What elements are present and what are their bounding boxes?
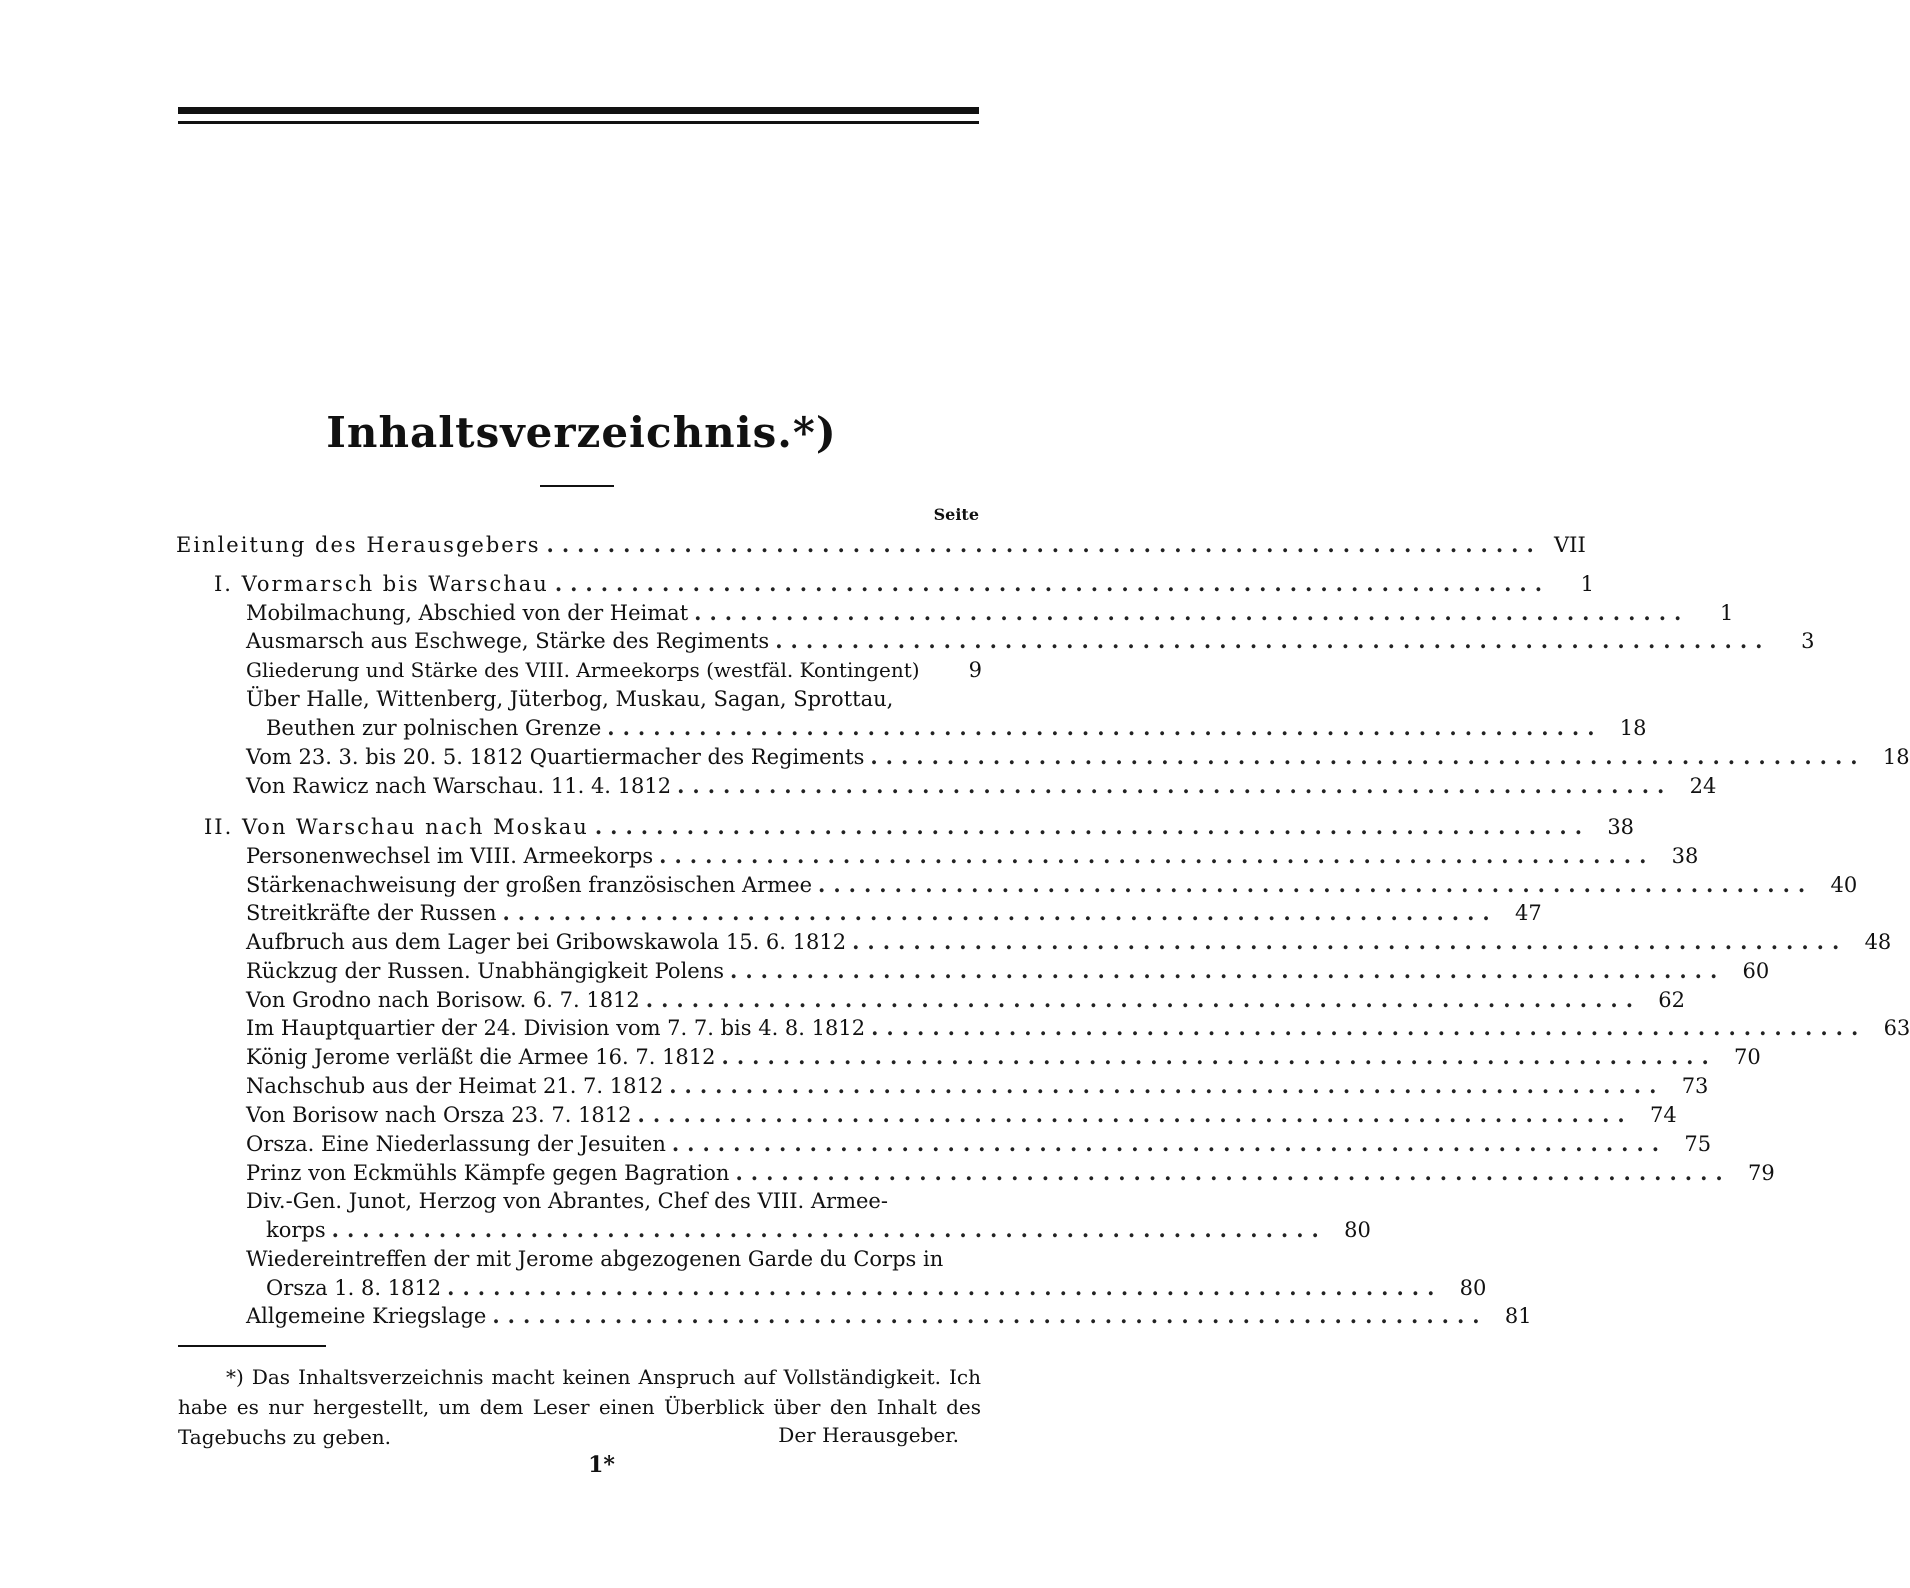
toc-leader: ................................................................. — [637, 1102, 1633, 1127]
toc-entry — [246, 599, 1734, 627]
toc-entry-page: 1 — [1580, 572, 1595, 596]
toc-leader: ................................................................. — [594, 814, 1591, 839]
toc-entry-text: Personenwechsel im VIII. Armeekorps — [246, 844, 654, 868]
toc-entry-text: Orsza. Eine Niederlassung der Jesuiten — [246, 1132, 666, 1156]
toc-leader: ................................................................. — [645, 987, 1641, 1012]
toc-leader: ................................................................. — [492, 1303, 1488, 1328]
toc-entry — [266, 1274, 1487, 1302]
footnote-text: *) Das Inhaltsverzeichnis macht keinen Anspruch auf Vollständigkeit. Ich habe es nur hergestellt, um dem Leser einen Überblick über den Inhalt des Tagebuchs zu geben. — [178, 1365, 981, 1449]
toc-entry-page: 75 — [1684, 1132, 1712, 1156]
signature-mark: 1* — [588, 1452, 615, 1478]
toc-entry-text: Vom 23. 3. bis 20. 5. 1812 Quartiermacher des Regiments — [246, 745, 865, 769]
toc-leader: ................................................................. — [721, 1044, 1717, 1069]
toc-entry — [246, 986, 1685, 1014]
toc-entry-text: Gliederung und Stärke des VIII. Armeekorps (westfäl. Kontingent) — [246, 658, 920, 682]
toc-leader: ................................................................. — [677, 773, 1673, 798]
toc-entry-text: Von Grodno nach Borisow. 6. 7. 1812 — [246, 988, 640, 1012]
toc-entry-page: 24 — [1689, 774, 1717, 798]
toc-part-heading — [214, 570, 1595, 598]
toc-entry-line — [246, 1187, 982, 1215]
toc-entry — [246, 1302, 1532, 1330]
toc-entry-page: 18 — [1882, 745, 1910, 769]
toc-entry-page: 80 — [1459, 1276, 1487, 1300]
toc-entry — [246, 1043, 1761, 1071]
toc-entry-page: 40 — [1830, 873, 1858, 897]
footnote-signature: Der Herausgeber. — [778, 1423, 959, 1447]
page-title: Inhaltsverzeichnis.*) — [326, 408, 837, 457]
toc-leader: ................................................................. — [659, 843, 1655, 868]
toc-leader: ................................................................. — [735, 1160, 1731, 1185]
toc-entry-page: 48 — [1864, 930, 1892, 954]
toc-entry — [246, 899, 1542, 927]
toc-entry-text: Einleitung des Herausgebers — [176, 533, 541, 557]
toc-entry-page: 1 — [1719, 601, 1734, 625]
toc-entry-text: Nachschub aus der Heimat 21. 7. 1812 — [246, 1074, 664, 1098]
toc-entry — [246, 1072, 1709, 1100]
toc-leader: ................................................................. — [775, 628, 1771, 653]
toc-leader: ................................................................. — [870, 744, 1866, 769]
toc-entry — [266, 1216, 1371, 1244]
toc-entry-line — [246, 685, 982, 713]
toc-entry-text: Von Borisow nach Orsza 23. 7. 1812 — [246, 1103, 632, 1127]
toc-entry-text: König Jerome verläßt die Armee 16. 7. 1812 — [246, 1045, 716, 1069]
toc-entry-page: 3 — [1801, 629, 1815, 653]
toc-entry-page: 74 — [1650, 1103, 1677, 1127]
top-rule-thick — [178, 107, 979, 114]
toc-leader: ................................................................. — [607, 715, 1603, 740]
title-divider — [540, 485, 614, 487]
toc-entry — [246, 871, 1858, 899]
toc-leader: ................................................................. — [871, 1015, 1867, 1040]
toc-entry-page: 80 — [1344, 1218, 1371, 1242]
toc-entry-text: Aufbruch aus dem Lager bei Gribowskawola 15. 6. 1812 — [246, 930, 847, 954]
toc-entry-text: Wiedereintreffen der mit Jerome abgezogenen Garde du Corps in — [246, 1247, 944, 1271]
toc-entry — [246, 772, 1717, 800]
toc-entry-page: 73 — [1681, 1074, 1709, 1098]
toc-leader: ................................................................. — [502, 900, 1498, 925]
toc-leader: ................................................................. — [694, 600, 1690, 625]
toc-entry — [266, 714, 1647, 742]
toc-entry-text: Im Hauptquartier der 24. Division vom 7. 7. bis 4. 8. 1812 — [246, 1016, 866, 1040]
toc-entry-page: 62 — [1658, 988, 1685, 1012]
toc-entry-text: Rückzug der Russen. Unabhängigkeit Polens — [246, 959, 725, 983]
toc-entry — [246, 928, 1892, 956]
toc-entry — [176, 531, 1586, 559]
toc-entry-text: Ausmarsch aus Eschwege, Stärke des Regiments — [246, 629, 770, 653]
footnote-divider — [178, 1345, 326, 1347]
toc-entry — [246, 1130, 1712, 1158]
toc-entry-page: 47 — [1514, 901, 1542, 925]
toc-entry-page: 79 — [1747, 1161, 1775, 1185]
toc-entry-page: 60 — [1742, 959, 1770, 983]
toc-entry-text: Allgemeine Kriegslage — [246, 1304, 487, 1328]
toc-leader: ................................................................. — [818, 872, 1814, 897]
toc-entry-page: 70 — [1734, 1045, 1761, 1069]
toc-entry — [246, 743, 1910, 771]
toc-entry-text: Orsza 1. 8. 1812 — [266, 1276, 442, 1300]
toc-entry-text: I. Vormarsch bis Warschau — [214, 572, 549, 596]
toc-entry-page: 38 — [1671, 844, 1699, 868]
toc-entry — [246, 957, 1770, 985]
toc-entry-page: 9 — [968, 658, 982, 682]
top-double-rule — [178, 107, 979, 129]
toc-entry-text: Streitkräfte der Russen — [246, 901, 497, 925]
toc-entry-page: 38 — [1607, 815, 1635, 839]
toc-leader: ................................................................. — [852, 929, 1848, 954]
toc-entry — [246, 1101, 1677, 1129]
toc-part-heading — [204, 813, 1635, 841]
toc-entry-page: 18 — [1619, 716, 1647, 740]
toc-leader: ................................................................. — [331, 1217, 1327, 1242]
toc-entry — [246, 842, 1699, 870]
toc-leader: ................................................................. — [669, 1073, 1665, 1098]
toc-leader: ................................................................. — [671, 1131, 1668, 1156]
toc-entry-line — [246, 1245, 982, 1273]
toc-entry-text: II. Von Warschau nach Moskau — [204, 815, 589, 839]
toc-entry-text: korps — [266, 1218, 326, 1242]
toc-entry — [246, 1014, 1910, 1042]
toc-entry-text: Mobilmachung, Abschied von der Heimat — [246, 601, 689, 625]
top-rule-thin — [178, 121, 979, 124]
toc-entry-page: VII — [1553, 533, 1586, 557]
toc-entry-text: Von Rawicz nach Warschau. 11. 4. 1812 — [246, 774, 672, 798]
toc-entry-page: 63 — [1883, 1016, 1910, 1040]
toc-entry-text: Beuthen zur polnischen Grenze — [266, 716, 602, 740]
toc-entry-text: Prinz von Eckmühls Kämpfe gegen Bagration — [246, 1161, 730, 1185]
toc-leader: ................................................................. — [546, 532, 1542, 557]
toc-entry — [246, 627, 1815, 655]
toc-leader: ................................................................. — [730, 958, 1726, 983]
toc-leader: ................................................................. — [447, 1275, 1443, 1300]
page-column-heading: Seite — [933, 505, 979, 524]
toc-leader: ................................................................. — [554, 571, 1551, 596]
toc-entry-text: Über Halle, Wittenberg, Jüterbog, Muskau, Sagan, Sprottau, — [246, 687, 894, 711]
toc-entry-page: 81 — [1504, 1304, 1532, 1328]
toc-entry — [246, 1159, 1775, 1187]
toc-entry-text: Div.-Gen. Junot, Herzog von Abrantes, Chef des VIII. Armee- — [246, 1189, 888, 1213]
toc-entry — [246, 656, 982, 684]
toc-entry-text: Stärkenachweisung der großen französischen Armee — [246, 873, 813, 897]
